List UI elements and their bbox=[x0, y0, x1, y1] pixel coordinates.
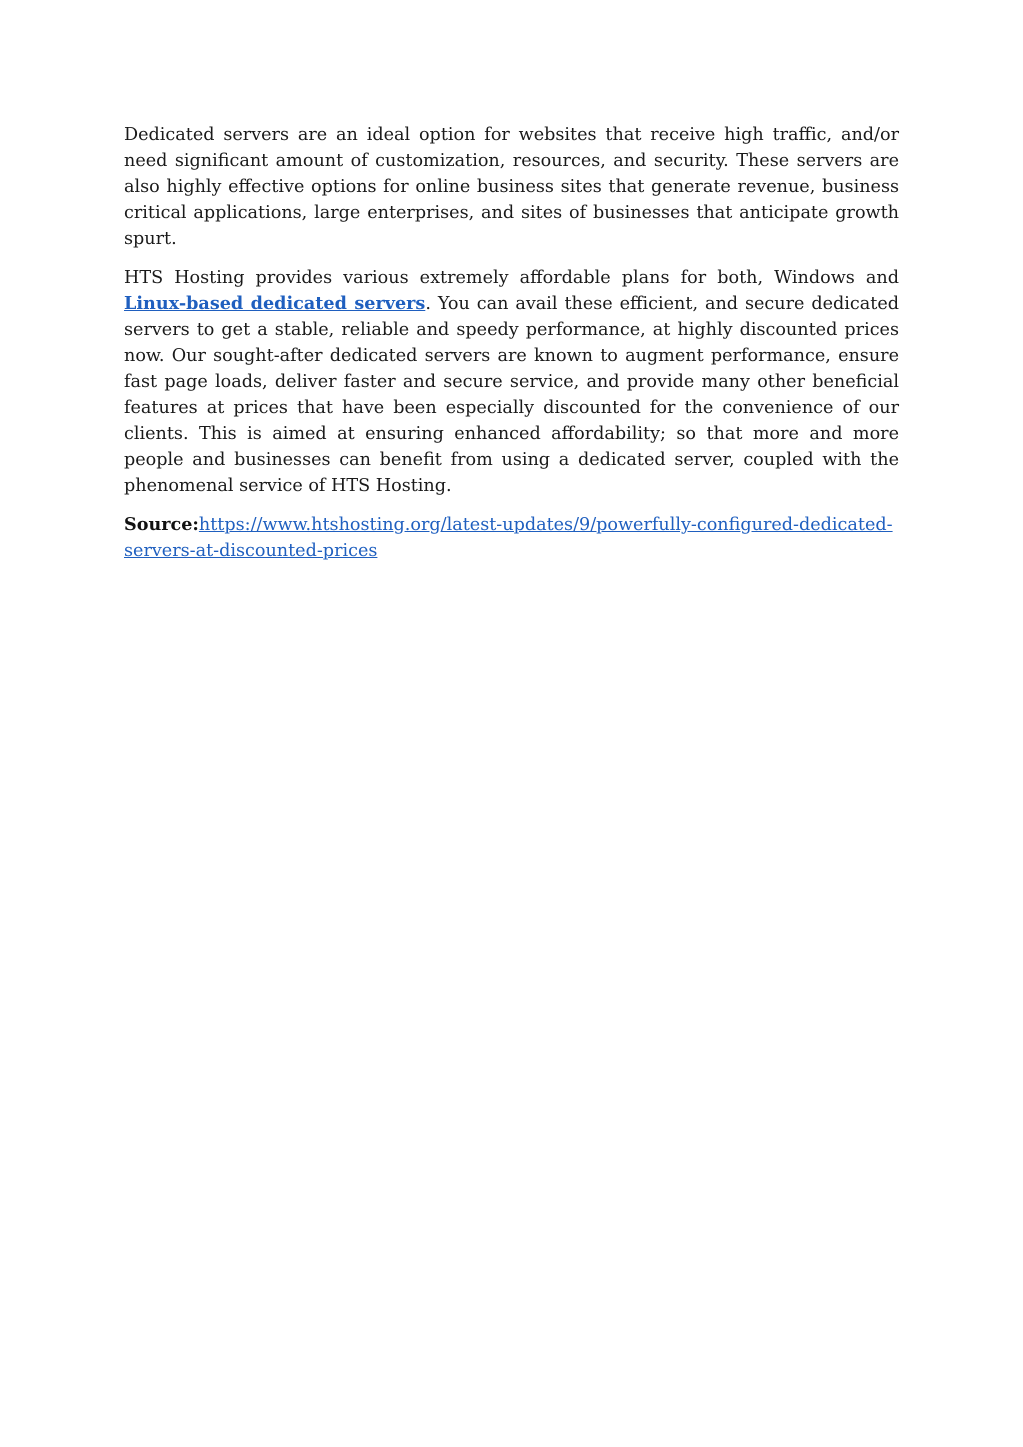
document-body bbox=[124, 122, 899, 577]
linux-dedicated-servers-link[interactable]: Linux-based dedicated servers bbox=[124, 293, 426, 314]
source-url-link[interactable]: https://www.htshosting.org/latest-updates/9/powerfully-configured-dedicated-servers-at-discounted-prices bbox=[124, 515, 893, 561]
source-label: Source: bbox=[124, 514, 199, 535]
hosting-paragraph-text-end: . You can avail these efficient, and secure dedicated servers to get a stable, reliable and speedy performance, at highly discounted prices now. Our sought-after dedicated servers are known to augment performance, ensure fast page loads, deliver faster and secure service, and provide many other beneficial features at prices that have been especially discounted for the convenience of our clients. This is aimed at ensuring enhanced affordability; so that more and more people and businesses can benefit from using a dedicated server, coupled with the phenomenal service of HTS Hosting. bbox=[124, 294, 899, 496]
intro-paragraph: Dedicated servers are an ideal option for websites that receive high traffic, and/or need significant amount of customization, resources, and security. These servers are also highly effective options for online business sites that generate revenue, business critical applications, large enterprises, and sites of businesses that anticipate growth spurt. bbox=[124, 125, 899, 249]
source-line bbox=[124, 512, 899, 564]
hosting-paragraph bbox=[124, 265, 899, 499]
hosting-paragraph-text-start: HTS Hosting provides various extremely affordable plans for both, Windows and bbox=[124, 268, 899, 288]
